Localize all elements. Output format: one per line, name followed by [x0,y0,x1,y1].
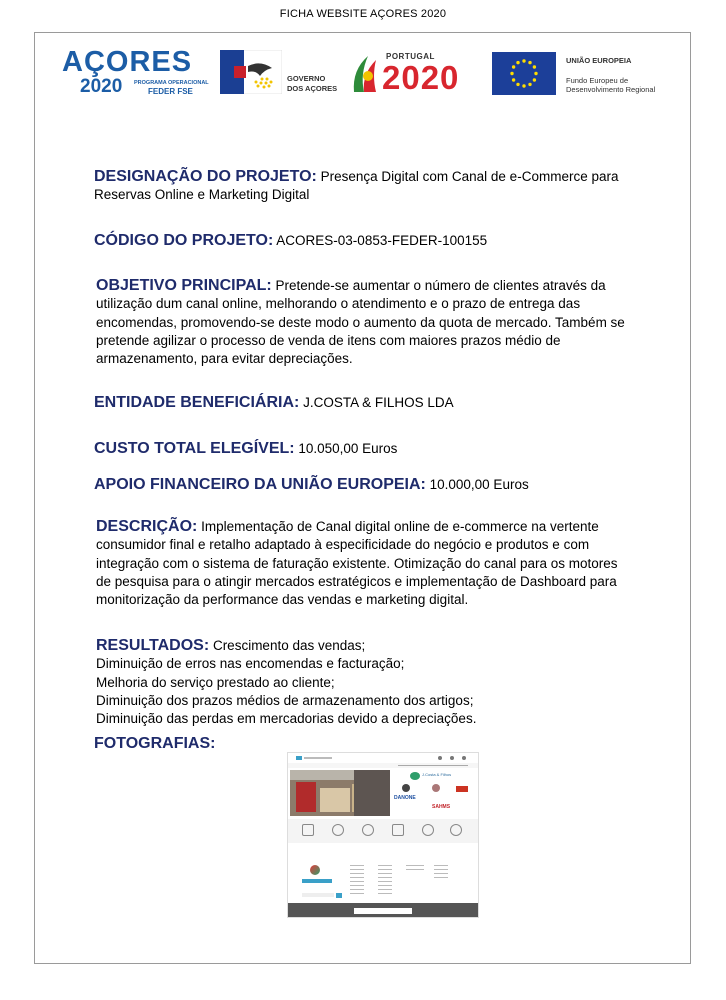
codigo-label: CÓDIGO DO PROJETO: [94,232,274,249]
custo-label: CUSTO TOTAL ELEGÍVEL: [94,440,295,457]
resultados-section [96,637,656,728]
resultados-line: Crescimento das vendas; [209,638,366,653]
objetivo-line: Pretende-se aumentar o número de clientes através da [271,278,606,293]
ss-brand-name: J.Costa & Filhos [422,772,452,777]
resultados-label: RESULTADOS: [96,637,210,654]
descricao-line: consumidor final e retalho adaptado à especificidade do negócio e produtos e com [96,537,590,553]
ss-brand-danone: DANONE [394,795,416,801]
entidade-value: J.COSTA & FILHOS LDA [299,395,454,410]
ss-photo-strip [354,770,390,816]
objetivo-line: armazenamento, para evitar depreciações. [96,351,353,367]
descricao-line: integração com o sistema de faturação existente. Otimização do canal para os motores [96,555,618,571]
custo-value: 10.050,00 Euros [294,441,398,456]
portugal-2020-logo [350,48,480,98]
governo-line1: GOVERNO [287,74,326,83]
designacao-value-2: Reservas Online e Marketing Digital [94,187,310,203]
objetivo-line: encomendas, promovendo-se deste modo o aumento da quota de mercado. Também se [96,314,625,330]
acores-sub2: FEDER FSE [148,87,193,96]
ss-brands-panel [392,770,476,816]
ss-footer-logo [310,865,320,875]
entidade-section [94,394,654,412]
azores-flag-icon [220,50,282,94]
ue-line2: Desenvolvimento Regional [566,85,656,94]
portugal-flag-mark-icon [350,54,380,94]
resultados-line: Melhoria do serviço prestado ao cliente; [96,674,335,690]
codigo-section [94,232,654,250]
designacao-value-1: Presença Digital com Canal de e-Commerce para [316,169,619,184]
custo-section [94,440,654,458]
logo-strip [60,48,670,100]
eu-flag-icon [492,52,556,95]
ue-line1: Fundo Europeu de [566,76,629,85]
fotografias-label: FOTOGRAFIAS: [94,735,216,752]
acores-year: 2020 [80,76,123,97]
designacao-label: DESIGNAÇÃO DO PROJETO: [94,168,317,185]
portugal-year: 2020 [382,59,460,96]
objetivo-label: OBJETIVO PRINCIPAL: [96,277,272,294]
descricao-section [96,518,656,609]
ss-category-row [288,819,478,843]
website-screenshot [287,752,479,918]
document-header-title: FICHA WEBSITE AÇORES 2020 [279,8,447,20]
objetivo-line: pretende agilizar o processo de venda de itens com maiores prazos médio de [96,332,561,348]
resultados-line: Diminuição das perdas em mercadorias devido a depreciações. [96,711,477,727]
objetivo-line: utilização dum canal online, melhorando o atendimento e o prazo de entrega das [96,296,581,312]
resultados-line: Diminuição dos prazos médios de armazenamento dos artigos; [96,692,474,708]
governo-line2: DOS AÇORES [287,84,338,93]
apoio-section [94,476,654,494]
ss-bottom-bar [288,903,478,917]
ss-navbar [288,763,478,768]
portugal-word: PORTUGAL [386,52,435,61]
objetivo-section [96,277,656,368]
resultados-line: Diminuição de erros nas encomendas e facturação; [96,656,405,672]
acores-2020-logo [62,48,212,98]
codigo-value: ACORES-03-0853-FEDER-100155 [273,233,488,248]
descricao-line: monitorização da performance das vendas e marketing digital. [96,592,469,608]
descricao-label: DESCRIÇÃO: [96,518,198,535]
acores-word: AÇORES [62,46,193,78]
apoio-value: 10.000,00 Euros [425,477,529,492]
apoio-label: APOIO FINANCEIRO DA UNIÃO EUROPEIA: [94,476,426,493]
ss-brand-sahms: SAHMS [432,804,451,810]
entidade-label: ENTIDADE BENEFICIÁRIA: [94,394,300,411]
designacao-section [94,168,654,205]
descricao-line: Implementação de Canal digital online de e-commerce na vertente [197,519,599,534]
descricao-line: de pesquisa para o atingir mercados estratégicos e implementação de Dashboard para [96,573,617,589]
ue-title: UNIÃO EUROPEIA [566,56,632,65]
acores-sub1: PROGRAMA OPERACIONAL [134,80,209,86]
